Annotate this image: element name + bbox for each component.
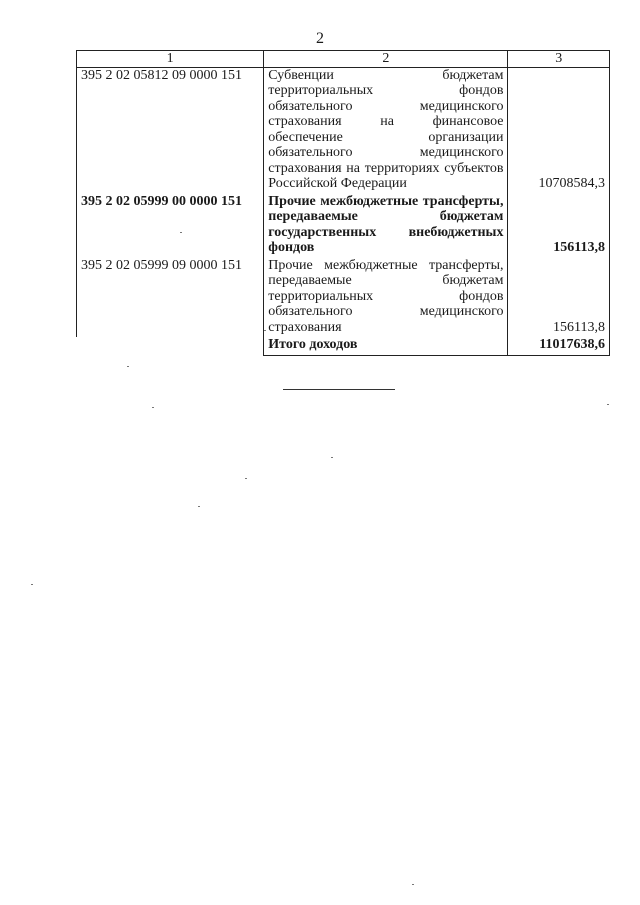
- scan-speck: [607, 404, 609, 405]
- revenue-table: [76, 50, 610, 356]
- table-row: [77, 258, 610, 338]
- scan-speck: [198, 506, 200, 507]
- scan-speck: [31, 584, 33, 585]
- row-amount: 156113,8: [508, 194, 610, 258]
- column-header-amount: 3: [508, 51, 610, 68]
- row-amount: 10708584,3: [508, 67, 610, 194]
- row-description: Субвенции бюджетам территориальных фондов обязательного медицинского страхования на финансовое обеспечение организации обязательного медицинского страхования на территориях субъектов Российской Федерации: [264, 67, 508, 194]
- table-header-row: [77, 51, 610, 68]
- scan-speck: [180, 232, 182, 233]
- column-header-code: 1: [77, 51, 264, 68]
- table-row: [77, 194, 610, 258]
- row-code: 395 2 02 05812 09 0000 151: [77, 67, 264, 194]
- row-description: Прочие межбюджетные трансферты, передаваемые бюджетам территориальных фондов обязательного медицинского страхования: [264, 258, 508, 338]
- total-code-cell: [77, 337, 264, 355]
- scan-speck: [331, 457, 333, 458]
- page-number: 2: [316, 30, 324, 47]
- row-amount: 156113,8: [508, 258, 610, 338]
- total-row: [77, 337, 610, 355]
- row-description: Прочие межбюджетные трансферты, передаваемые бюджетам государственных внебюджетных фондов: [264, 194, 508, 258]
- scan-speck: [412, 884, 414, 885]
- column-header-description: 2: [264, 51, 508, 68]
- total-amount: 11017638,6: [508, 337, 610, 355]
- row-code: 395 2 02 05999 09 0000 151: [77, 258, 264, 338]
- scan-speck: [245, 478, 247, 479]
- end-of-table-rule: [283, 389, 395, 390]
- total-label: Итого доходов: [264, 337, 508, 355]
- row-code: 395 2 02 05999 00 0000 151: [77, 194, 264, 258]
- scan-speck: [264, 330, 266, 331]
- table-row: [77, 67, 610, 194]
- scan-speck: [127, 366, 129, 367]
- scan-speck: [152, 407, 154, 408]
